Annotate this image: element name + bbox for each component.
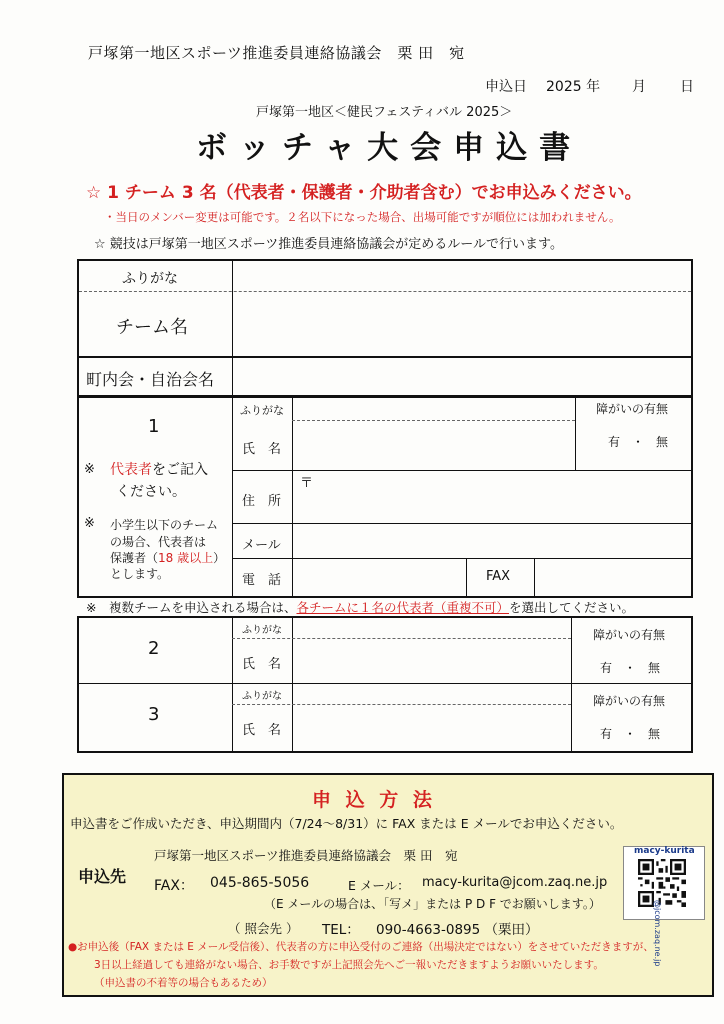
contact-label: （ 照会先 ） [228, 921, 299, 936]
notice-headline: ☆ 1 チーム 3 名（代表者・保護者・介助者含む）でお申込みください。 [86, 183, 642, 203]
member1-address-label: 住 所 [242, 494, 282, 509]
member1-note2-line2: の場合、代表者は [110, 535, 207, 549]
town-assoc-label: 町内会・自治会名 [86, 370, 215, 389]
warning-line-2: 3日以上経過しても連絡がない場合、お手数ですが上記照会先へご一報いただきますようお願いいたします。 [94, 959, 604, 971]
email-note: （E メールの場合は、「写メ」または P D F でお願いします。） [264, 897, 601, 911]
member2-name-field[interactable] [294, 640, 570, 682]
event-subtitle: 戸塚第一地区＜健民フェスティバル 2025＞ [256, 105, 513, 120]
postal-mark: 〒 [300, 476, 314, 491]
apply-intro: 申込書をご作成いただき、申込期間内（7/24～8/31）に FAX または E メールでお申込ください。 [70, 816, 623, 831]
member1-phone-field[interactable] [294, 560, 465, 594]
town-assoc-field[interactable] [234, 358, 689, 393]
representative-highlight: 代表者 [110, 462, 152, 478]
member1-furigana-label: ふりがな [240, 404, 284, 417]
fax-label: FAX： [154, 878, 194, 894]
member3-furigana-field[interactable] [294, 685, 570, 703]
member1-number: 1 [148, 416, 160, 437]
member1-note2-mark: ※ [84, 516, 95, 531]
member3-disability-label: 障がいの有無 [593, 694, 666, 708]
recipient-line: 戸塚第一地区スポーツ推進委員連絡協議会 栗 田 宛 [88, 44, 465, 62]
member1-note1-mark: ※ [84, 462, 95, 477]
qr-caption-top: macy-kurita [634, 846, 695, 856]
fax-number: 045-865-5056 [210, 875, 310, 891]
member2-furigana-label: ふりがな [242, 625, 282, 636]
qr-code-icon[interactable] [638, 859, 686, 907]
notice-sub: ・当日のメンバー変更は可能です。２名以下になった場合、出場可能ですが順位には加われません。 [104, 210, 621, 224]
member1-note1-line2: ください。 [116, 484, 186, 500]
team-name-field[interactable] [234, 293, 689, 355]
team-furigana-field[interactable] [234, 262, 689, 290]
member1-email-field[interactable] [294, 525, 688, 557]
member3-furigana-label: ふりがな [242, 691, 282, 702]
warning-line-1: ●お申込後（FAX または E メール受信後）、代表者の方に申込受付のご連絡（出場決定ではない）をさせていただきますが、 [68, 941, 654, 953]
member3-name-label: 氏 名 [242, 723, 282, 738]
date-day: 日 [680, 79, 694, 95]
member1-address-field[interactable] [310, 472, 688, 522]
date-month: 月 [632, 79, 646, 95]
member2-number: 2 [148, 638, 160, 659]
email-address[interactable]: macy-kurita@jcom.zaq.ne.jp [422, 875, 608, 890]
member1-disability-options[interactable]: 有 ・ 無 [608, 435, 669, 449]
qr-caption-side: @jcom.zaq.ne.jp [653, 900, 662, 967]
apply-heading: 申 込 方 法 [312, 789, 436, 811]
member3-number: 3 [148, 704, 160, 725]
member1-note2-line3: 保護者（18 歳以上） [110, 551, 226, 565]
member1-email-label: メール [242, 538, 281, 553]
date-year: 2025 年 [546, 79, 601, 95]
qr-code-svg [638, 859, 686, 907]
member1-disability-label: 障がいの有無 [596, 402, 669, 416]
member1-furigana-field[interactable] [294, 399, 574, 419]
page-title: ボッチャ大会申込書 [196, 130, 583, 166]
email-label: E メール： [348, 878, 410, 893]
member1-note2-line4: とします。 [110, 567, 170, 581]
team-name-label: チーム名 [116, 317, 188, 338]
member3-disability-options[interactable]: 有 ・ 無 [600, 727, 661, 741]
team-furigana-label: ふりがな [122, 271, 178, 287]
member1-name-label: 氏 名 [242, 442, 282, 457]
member2-disability-options[interactable]: 有 ・ 無 [600, 661, 661, 675]
member2-name-label: 氏 名 [242, 657, 282, 672]
tel-label: TEL： [322, 922, 360, 938]
member1-note1: 代表者をご記入 [110, 462, 208, 478]
member1-fax-label: FAX [486, 569, 511, 584]
multi-team-note: ※ 複数チームを申込される場合は、各チームに１名の代表者（重複不可）を選出してください。 [86, 600, 635, 615]
member1-phone-label: 電 話 [242, 573, 282, 588]
tel-number: 090-4663-0895 （栗田） [376, 922, 539, 938]
dest-org: 戸塚第一地区スポーツ推進委員連絡協議会 栗 田 宛 [154, 848, 458, 863]
member1-fax-field[interactable] [536, 560, 688, 594]
member3-name-field[interactable] [294, 706, 570, 749]
notice-rule: ☆ 競技は戸塚第一地区スポーツ推進委員連絡協議会が定めるルールで行います。 [94, 237, 563, 252]
member2-furigana-field[interactable] [294, 619, 570, 637]
member1-note2-line1: 小学生以下のチーム [110, 518, 219, 532]
date-label: 申込日 [485, 79, 527, 95]
dest-label: 申込先 [78, 867, 127, 886]
member2-disability-label: 障がいの有無 [593, 628, 666, 642]
warning-line-3: （申込書の不着等の場合もあるため） [94, 977, 273, 989]
member1-name-field[interactable] [294, 422, 574, 469]
